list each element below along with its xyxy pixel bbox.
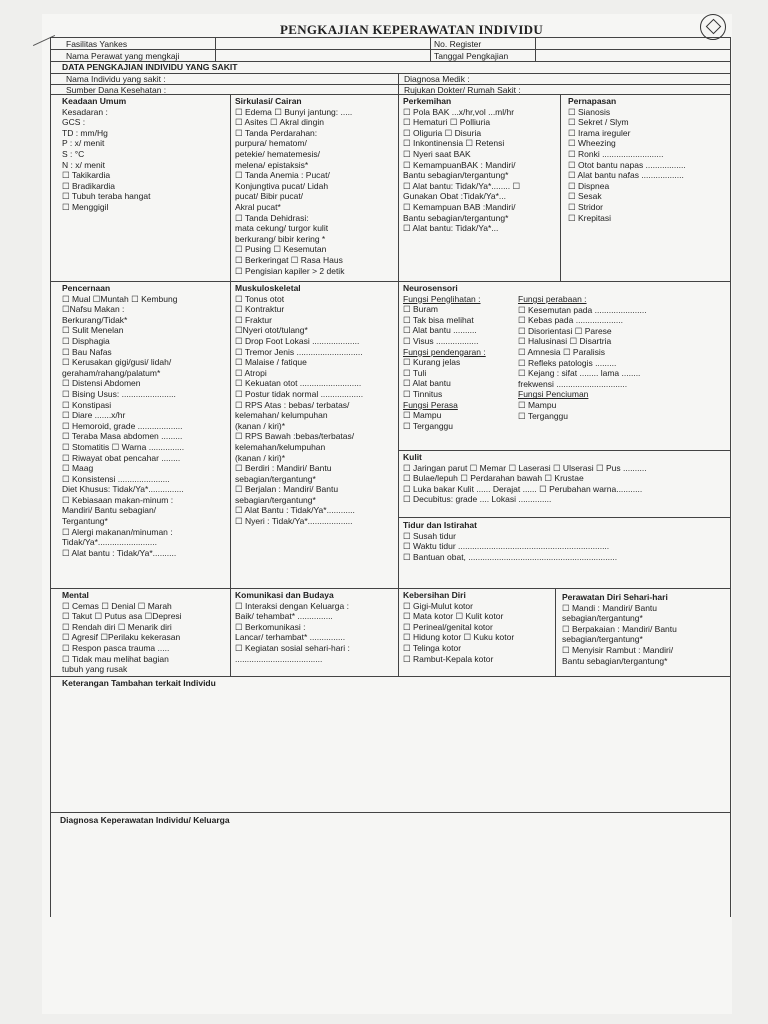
kulit-item[interactable]: ☐ Jaringan parut ☐ Memar ☐ Laserasi ☐ Ulserasi ☐ Pus .......... xyxy=(403,462,647,473)
komunikasi-title: Komunikasi dan Budaya xyxy=(235,590,334,600)
tidur-title: Tidur dan Istirahat xyxy=(403,520,477,530)
pernapasan-item[interactable]: ☐ Sekret / Slym xyxy=(568,117,629,128)
pencernaan-item[interactable]: ☐ Stomatitis ☐ Warna ............... xyxy=(62,441,185,452)
mental-item[interactable]: ☐ Respon pasca trauma ..... xyxy=(62,642,170,653)
pernapasan-item[interactable]: ☐ Ronki .......................... xyxy=(568,148,664,159)
muskuloskeletal-item: kelemahan/ kelumpuhan xyxy=(235,410,328,421)
sirkulasi-title: Sirkulasi/ Cairan xyxy=(235,96,302,106)
penglihatan-label: Fungsi Penglihatan : xyxy=(403,293,481,304)
muskuloskeletal-item[interactable]: ☐ Alat Bantu : Tidak/Ya*............ xyxy=(235,505,355,516)
perasa-item[interactable]: ☐ Mampu xyxy=(403,410,442,421)
sirkulasi-item: Akral pucat* xyxy=(235,201,281,212)
penciuman-item[interactable]: ☐ Terganggu xyxy=(518,410,568,421)
mental-title: Mental xyxy=(62,590,89,600)
pencernaan-item[interactable]: ☐Nafsu Makan : xyxy=(62,304,125,315)
muskuloskeletal-title: Muskuloskeletal xyxy=(235,283,301,293)
perkemihan-item[interactable]: ☐ Alat bantu: Tidak/Ya*........ ☐ xyxy=(403,180,521,191)
muskuloskeletal-item[interactable]: ☐ Nyeri : Tidak/Ya*................... xyxy=(235,516,353,527)
sirkulasi-item: melena/ epistaksis* xyxy=(235,159,309,170)
pencernaan-item[interactable]: ☐ Sulit Menelan xyxy=(62,325,124,336)
muskuloskeletal-section xyxy=(235,283,363,527)
pendengaran-item[interactable]: ☐ Alat bantu xyxy=(403,378,451,389)
sirkulasi-item: mata cekung/ turgor kulit xyxy=(235,223,329,234)
neuro-item[interactable]: ☐ Disorientasi ☐ Parese xyxy=(518,325,612,336)
perawatan-title: Perawatan Diri Sehari-hari xyxy=(562,592,668,602)
diagnosa-keperawatan-section xyxy=(60,815,230,826)
neurosensori-right xyxy=(518,294,647,421)
pernapasan-item[interactable]: ☐ Krepitasi xyxy=(568,212,612,223)
pencernaan-item: Diet Khusus: Tidak/Ya*............... xyxy=(62,484,184,495)
perkemihan-item: Gunakan Obat :Tidak/Ya*... xyxy=(403,191,507,202)
perawatan-item: sebagian/tergantung* xyxy=(562,613,643,624)
pencernaan-item: Tergantung* xyxy=(62,516,108,527)
perasa-label: Fungsi Perasa xyxy=(403,399,458,410)
keadaan-umum-title: Keadaan Umum xyxy=(62,96,127,106)
pernapasan-item[interactable]: ☐ Otot bantu napas ................. xyxy=(568,159,686,170)
sirkulasi-item: pucat/ Bibir pucat/ xyxy=(235,191,304,202)
penglihatan-item[interactable]: ☐ Alat bantu .......... xyxy=(403,325,477,336)
pencernaan-item: Tidak/Ya*......................... xyxy=(62,537,157,548)
pernapasan-section xyxy=(568,96,686,223)
sirkulasi-item: petekie/ hematemesis/ xyxy=(235,148,321,159)
pencernaan-title: Pencernaan xyxy=(62,283,111,293)
perawatan-section xyxy=(562,592,677,666)
sirkulasi-item[interactable]: ☐ Tanda Anemia : Pucat/ xyxy=(235,170,330,181)
sirkulasi-item[interactable]: ☐ Edema ☐ Bunyi jantung: ..... xyxy=(235,106,353,117)
muskuloskeletal-item[interactable]: ☐ Postur tidak normal .................. xyxy=(235,388,364,399)
neurosensori-section xyxy=(403,283,486,431)
muskuloskeletal-item[interactable]: ☐ Atropi xyxy=(235,367,267,378)
keadaan-umum-item: P : x/ menit xyxy=(62,138,105,149)
muskuloskeletal-item[interactable]: ☐ Kekuatan otot .......................... xyxy=(235,378,362,389)
keadaan-umum-checkbox[interactable]: ☐ Takikardia xyxy=(62,170,111,181)
keterangan-section xyxy=(62,678,216,689)
keadaan-umum-checkbox[interactable]: ☐ Menggigil xyxy=(62,201,109,212)
sirkulasi-item[interactable]: ☐ Berkeringat ☐ Rasa Haus xyxy=(235,254,343,265)
muskuloskeletal-item[interactable]: ☐ Tremor Jenis ............................ xyxy=(235,346,363,357)
sirkulasi-item: Konjungtiva pucat/ Lidah xyxy=(235,180,329,191)
muskuloskeletal-item: sebagian/tergantung* xyxy=(235,473,316,484)
pernapasan-item[interactable]: ☐ Sianosis xyxy=(568,106,611,117)
muskuloskeletal-item[interactable]: ☐ Malaise / fatique xyxy=(235,357,307,368)
keterangan-title: Keterangan Tambahan terkait Individu xyxy=(62,678,216,688)
keadaan-umum-checkbox[interactable]: ☐ Bradikardia xyxy=(62,180,115,191)
pencernaan-item[interactable]: ☐ Mual ☐Muntah ☐ Kembung xyxy=(62,293,178,304)
komunikasi-item[interactable]: ☐ Kegiatan sosial sehari-hari : xyxy=(235,642,350,653)
pencernaan-item[interactable]: ☐ Bising Usus: ....................... xyxy=(62,388,176,399)
mental-item[interactable]: ☐ Takut ☐ Putus asa ☐Depresi xyxy=(62,611,182,622)
section-title: DATA PENGKAJIAN INDIVIDU YANG SAKIT xyxy=(62,62,238,72)
mental-item[interactable]: ☐ Cemas ☐ Denial ☐ Marah xyxy=(62,600,172,611)
perawatan-item: sebagian/tergantung* xyxy=(562,634,643,645)
muskuloskeletal-item[interactable]: ☐Nyeri otot/tulang* xyxy=(235,325,308,336)
kebersihan-section xyxy=(403,590,514,664)
header-no-register: No. Register xyxy=(434,39,482,49)
pernapasan-title: Pernapasan xyxy=(568,96,617,106)
perkemihan-item[interactable]: ☐ KemampuanBAK : Mandiri/ xyxy=(403,159,516,170)
sirkulasi-section xyxy=(235,96,352,276)
neuro-item[interactable]: ☐ Amnesia ☐ Paralisis xyxy=(518,346,606,357)
perkemihan-section xyxy=(403,96,520,234)
penciuman-item[interactable]: ☐ Mampu xyxy=(518,399,557,410)
pencernaan-item[interactable]: ☐ Distensi Abdomen xyxy=(62,378,141,389)
pernapasan-item[interactable]: ☐ Wheezing xyxy=(568,138,616,149)
penglihatan-item[interactable]: ☐ Buram xyxy=(403,304,439,315)
perkemihan-item[interactable]: ☐ Alat bantu: Tidak/Ya*... xyxy=(403,223,499,234)
kebersihan-title: Kebersihan Diri xyxy=(403,590,466,600)
pencernaan-item[interactable]: ☐ Alat bantu : Tidak/Ya*.......... xyxy=(62,547,177,558)
pernapasan-item[interactable]: ☐ Irama ireguler xyxy=(568,127,631,138)
sirkulasi-item[interactable]: ☐ Pusing ☐ Kesemutan xyxy=(235,244,327,255)
pendengaran-item[interactable]: ☐ Tinnitus xyxy=(403,388,443,399)
muskuloskeletal-item[interactable]: ☐ Drop Foot Lokasi .................... xyxy=(235,335,360,346)
pencernaan-item[interactable]: ☐ Konstipasi xyxy=(62,399,112,410)
sirkulasi-item[interactable]: ☐ Tanda Perdarahan: xyxy=(235,127,318,138)
muskuloskeletal-item[interactable]: ☐ RPS Atas : bebas/ terbatas/ xyxy=(235,399,350,410)
muskuloskeletal-item[interactable]: ☐ Berjalan : Mandiri/ Bantu xyxy=(235,484,339,495)
mental-item[interactable]: ☐ Rendah diri ☐ Menarik diri xyxy=(62,621,172,632)
neurosensori-title: Neurosensori xyxy=(403,283,458,293)
pencernaan-item: geraham/rahang/palatum* xyxy=(62,367,161,378)
mental-section xyxy=(62,590,182,675)
perawatan-item[interactable]: ☐ Berpakaian : Mandiri/ Bantu xyxy=(562,623,677,634)
kebersihan-item[interactable]: ☐ Rambut-Kepala kotor xyxy=(403,653,494,664)
komunikasi-item[interactable]: ☐ Berkomunikasi : xyxy=(235,621,306,632)
pencernaan-item: Berkurang/Tidak* xyxy=(62,314,128,325)
muskuloskeletal-item[interactable]: ☐ Tonus otot xyxy=(235,293,285,304)
keadaan-umum-item: Kesadaran : xyxy=(62,106,108,117)
perkemihan-item[interactable]: ☐ Hematuri ☐ Polliuria xyxy=(403,117,491,128)
sirkulasi-item[interactable]: ☐ Tanda Dehidrasi: xyxy=(235,212,309,223)
header-fasilitas: Fasilitas Yankes xyxy=(66,39,128,49)
kulit-section xyxy=(403,452,647,505)
kebersihan-item[interactable]: ☐ Telinga kotor xyxy=(403,642,462,653)
form-title: PENGKAJIAN KEPERAWATAN INDIVIDU xyxy=(280,22,544,37)
pendengaran-item[interactable]: ☐ Tuli xyxy=(403,367,427,378)
pencernaan-item[interactable]: ☐ Alergi makanan/minuman : xyxy=(62,526,173,537)
kulit-item[interactable]: ☐ Luka bakar Kulit ...... Derajat ...... ☐ Perubahan warna........... xyxy=(403,483,643,494)
perabaan-item[interactable]: ☐ Kebas pada .................... xyxy=(518,315,623,326)
muskuloskeletal-item[interactable]: ☐ RPS Bawah :bebas/terbatas/ xyxy=(235,431,355,442)
mental-item: tubuh yang rusak xyxy=(62,664,128,675)
keadaan-umum-item: TD : mm/Hg xyxy=(62,127,108,138)
keadaan-umum-item: GCS : xyxy=(62,117,86,128)
perkemihan-item: Bantu sebagian/tergantung* xyxy=(403,212,509,223)
pencernaan-item[interactable]: ☐ Kerusakan gigi/gusi/ lidah/ xyxy=(62,357,172,368)
penglihatan-item[interactable]: ☐ Visus .................. xyxy=(403,335,479,346)
muskuloskeletal-item: (kanan / kiri)* xyxy=(235,420,286,431)
kebersihan-item[interactable]: ☐ Perineal/genital kotor xyxy=(403,621,493,632)
kulit-item[interactable]: ☐ Bulae/lepuh ☐ Perdarahan bawah ☐ Krustae xyxy=(403,473,584,484)
muskuloskeletal-item[interactable]: ☐ Berdiri : Mandiri/ Bantu xyxy=(235,463,332,474)
keadaan-umum-checkbox[interactable]: ☐ Tubuh teraba hangat xyxy=(62,191,151,202)
sirkulasi-item: berkurang/ bibir kering * xyxy=(235,233,326,244)
pernapasan-item[interactable]: ☐ Dispnea xyxy=(568,180,610,191)
penciuman-label: Fungsi Penciuman xyxy=(518,389,589,400)
pencernaan-item[interactable]: ☐ Konsistensi ...................... xyxy=(62,473,170,484)
kebersihan-item[interactable]: ☐ Mata kotor ☐ Kulit kotor xyxy=(403,611,504,622)
perkemihan-item[interactable]: ☐ Pola BAK ...x/hr,vol ...ml/hr xyxy=(403,106,515,117)
perawatan-item[interactable]: ☐ Mandi : Mandiri/ Bantu xyxy=(562,602,658,613)
kebersihan-item[interactable]: ☐ Gigi-Mulut kotor xyxy=(403,600,473,611)
kulit-title: Kulit xyxy=(403,452,422,462)
perkemihan-item: Bantu sebagian/tergantung* xyxy=(403,170,509,181)
tidur-item[interactable]: ☐ Waktu tidur ................................................................ xyxy=(403,541,610,552)
muskuloskeletal-item[interactable]: ☐ Kontraktur xyxy=(235,304,285,315)
muskuloskeletal-item: kelemahan/kelumpuhan xyxy=(235,441,326,452)
identity-sumber: Sumber Dana Kesehatan : xyxy=(66,85,167,95)
komunikasi-item: Baik/ tehambat* ............... xyxy=(235,611,333,622)
kebersihan-item[interactable]: ☐ Hidung kotor ☐ Kuku kotor xyxy=(403,632,515,643)
identity-rujukan: Rujukan Dokter/ Rumah Sakit : xyxy=(404,85,521,95)
identity-nama: Nama Individu yang sakit : xyxy=(66,74,166,84)
pernapasan-item[interactable]: ☐ Stridor xyxy=(568,201,604,212)
kulit-item[interactable]: ☐ Decubitus: grade .... Lokasi .............. xyxy=(403,494,552,505)
perkemihan-item[interactable]: ☐ Kemampuan BAB :Mandiri/ xyxy=(403,201,516,212)
mental-item[interactable]: ☐ Tidak mau melihat bagian xyxy=(62,653,169,664)
komunikasi-section xyxy=(235,590,350,664)
pendengaran-label: Fungsi pendengaran : xyxy=(403,346,486,357)
pencernaan-item[interactable]: ☐ Kebiasaan makan-minum : xyxy=(62,494,174,505)
muskuloskeletal-item: (kanan / kiri)* xyxy=(235,452,286,463)
header-tanggal: Tanggal Pengkajian xyxy=(434,51,509,61)
perkemihan-title: Perkemihan xyxy=(403,96,452,106)
tidur-section xyxy=(403,520,617,562)
pendengaran-item[interactable]: ☐ Kurang jelas xyxy=(403,357,461,368)
keadaan-umum-item: S : °C xyxy=(62,148,85,159)
sirkulasi-item[interactable]: ☐ Pengisian kapiler > 2 detik xyxy=(235,265,345,276)
header-perawat: Nama Perawat yang mengkaji xyxy=(66,51,180,61)
pencernaan-item[interactable]: ☐ Maag xyxy=(62,463,94,474)
neuro-item[interactable]: ☐ Refleks patologis ......... xyxy=(518,357,617,368)
neuro-item[interactable]: ☐ Kejang : sifat ........ lama ........ xyxy=(518,368,641,379)
pencernaan-item[interactable]: ☐ Teraba Masa abdomen ......... xyxy=(62,431,183,442)
perkemihan-item[interactable]: ☐ Oliguria ☐ Disuria xyxy=(403,127,482,138)
komunikasi-item: Lancar/ terhambat* ............... xyxy=(235,632,346,643)
perasa-item[interactable]: ☐ Terganggu xyxy=(403,420,453,431)
identity-diagnosa: Diagnosa Medik : xyxy=(404,74,470,84)
muskuloskeletal-item[interactable]: ☐ Fraktur xyxy=(235,314,272,325)
perawatan-item[interactable]: ☐ Menyisir Rambut : Mandiri/ xyxy=(562,644,674,655)
pencernaan-item[interactable]: ☐ Riwayat obat pencahar ........ xyxy=(62,452,181,463)
tidur-item[interactable]: ☐ Bantuan obat, ............................................................... xyxy=(403,551,618,562)
pencernaan-item: Mandiri/ Bantu sebagian/ xyxy=(62,505,157,516)
muskuloskeletal-item: sebagian/tergantung* xyxy=(235,494,316,505)
pernapasan-item[interactable]: ☐ Sesak xyxy=(568,191,602,202)
komunikasi-item: ..................................... xyxy=(235,653,323,664)
perabaan-item[interactable]: ☐ Kesemutan pada ...................... xyxy=(518,304,647,315)
neuro-item[interactable]: ☐ Halusinasi ☐ Disartria xyxy=(518,336,612,347)
keadaan-umum-item: N : x/ menit xyxy=(62,159,105,170)
perkemihan-item[interactable]: ☐ Inkontinensia ☐ Retensi xyxy=(403,138,505,149)
pencernaan-item[interactable]: ☐ Diare .......x/hr xyxy=(62,410,126,421)
perawatan-item: Bantu sebagian/tergantung* xyxy=(562,655,668,666)
perabaan-label: Fungsi perabaan : xyxy=(518,294,587,304)
diagnosa-keperawatan-title: Diagnosa Keperawatan Individu/ Keluarga xyxy=(60,815,230,825)
pernapasan-item[interactable]: ☐ Alat bantu nafas .................. xyxy=(568,170,684,181)
pencernaan-item[interactable]: ☐ Bau Nafas xyxy=(62,346,112,357)
neuro-item: frekwensi .............................. xyxy=(518,378,628,389)
perkemihan-item[interactable]: ☐ Nyeri saat BAK xyxy=(403,148,471,159)
keadaan-umum-section xyxy=(62,96,150,213)
pencernaan-item[interactable]: ☐ Disphagia xyxy=(62,335,110,346)
komunikasi-item[interactable]: ☐ Interaksi dengan Keluarga : xyxy=(235,600,349,611)
tidur-item[interactable]: ☐ Susah tidur xyxy=(403,530,456,541)
sirkulasi-item: purpura/ hematom/ xyxy=(235,138,307,149)
pencernaan-item[interactable]: ☐ Hemoroid, grade ................... xyxy=(62,420,183,431)
mental-item[interactable]: ☐ Agresif ☐Perilaku kekerasan xyxy=(62,632,181,643)
penglihatan-item[interactable]: ☐ Tak bisa melihat xyxy=(403,314,474,325)
pencernaan-section xyxy=(62,283,184,558)
sirkulasi-item[interactable]: ☐ Asites ☐ Akral dingin xyxy=(235,117,324,128)
